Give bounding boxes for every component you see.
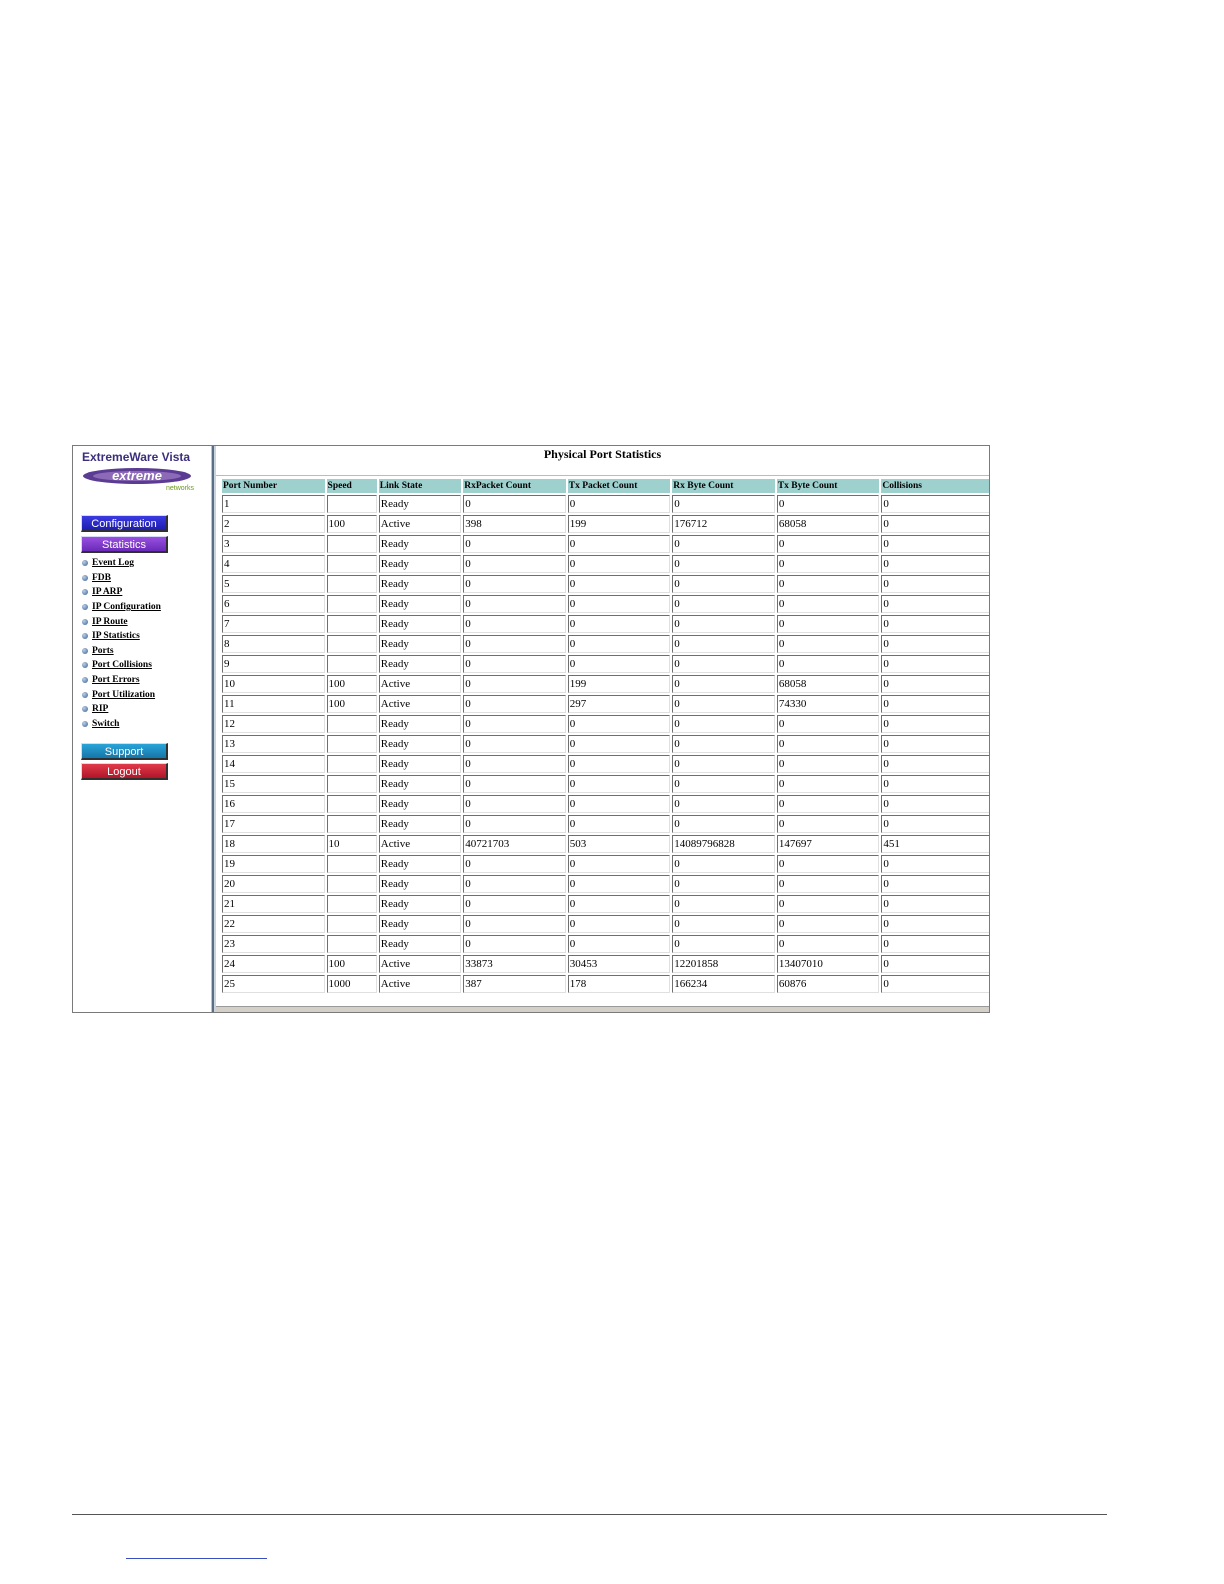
extreme-networks-logo <box>82 466 200 492</box>
table-row <box>222 555 990 573</box>
table-cell: 0 <box>568 775 671 793</box>
table-cell: 0 <box>463 795 566 813</box>
table-cell: 0 <box>672 795 775 813</box>
table-row <box>222 715 990 733</box>
table-cell: 22 <box>222 915 325 933</box>
table-cell <box>327 495 377 513</box>
table-cell: 2 <box>222 515 325 533</box>
nav-link-ip-statistics[interactable]: IP Statistics <box>92 631 140 642</box>
nav-link-item <box>82 658 161 673</box>
nav-link-ip-arp[interactable]: IP ARP <box>92 587 123 598</box>
table-cell: Ready <box>379 795 461 813</box>
table-cell: 199 <box>568 675 671 693</box>
table-cell: 0 <box>568 875 671 893</box>
table-cell: Ready <box>379 755 461 773</box>
horizontal-scrollbar[interactable] <box>216 1006 989 1012</box>
table-cell: 0 <box>463 715 566 733</box>
table-cell: Ready <box>379 915 461 933</box>
table-row <box>222 595 990 613</box>
table-cell: 14089796828 <box>672 835 775 853</box>
nav-link-switch[interactable]: Switch <box>92 718 120 729</box>
table-cell: 33873 <box>463 955 566 973</box>
table-cell <box>327 735 377 753</box>
table-cell: 3 <box>222 535 325 553</box>
table-cell: 0 <box>672 615 775 633</box>
table-row <box>222 955 990 973</box>
table-header-row <box>222 479 990 493</box>
nav-link-item <box>82 644 161 659</box>
table-cell: 199 <box>568 515 671 533</box>
table-cell <box>327 915 377 933</box>
table-cell: 0 <box>672 675 775 693</box>
table-row <box>222 735 990 753</box>
table-cell: 15 <box>222 775 325 793</box>
table-cell: 0 <box>568 815 671 833</box>
table-cell: 30453 <box>568 955 671 973</box>
table-cell: 0 <box>881 915 990 933</box>
table-cell: 0 <box>568 935 671 953</box>
content-frame <box>216 446 989 1012</box>
table-cell: 0 <box>568 895 671 913</box>
nav-link-ports[interactable]: Ports <box>92 645 114 656</box>
table-cell: 0 <box>881 595 990 613</box>
browser-screenshot <box>72 445 990 1013</box>
bullet-icon <box>82 677 88 683</box>
column-header: Speed <box>327 479 377 493</box>
table-cell <box>327 535 377 553</box>
table-cell: 0 <box>672 815 775 833</box>
table-cell: 0 <box>568 755 671 773</box>
table-cell: 0 <box>881 775 990 793</box>
table-cell: Ready <box>379 655 461 673</box>
table-cell: 0 <box>672 775 775 793</box>
table-cell: Active <box>379 675 461 693</box>
table-cell: 0 <box>881 675 990 693</box>
table-cell: Ready <box>379 495 461 513</box>
table-cell: 0 <box>568 655 671 673</box>
table-cell: Ready <box>379 555 461 573</box>
table-row <box>222 855 990 873</box>
table-row <box>222 695 990 713</box>
table-cell: 0 <box>881 715 990 733</box>
nav-link-item <box>82 717 161 732</box>
table-row <box>222 655 990 673</box>
table-cell: 9 <box>222 655 325 673</box>
table-cell: 0 <box>463 595 566 613</box>
nav-link-rip[interactable]: RIP <box>92 704 109 715</box>
table-cell: 0 <box>463 575 566 593</box>
table-cell: Ready <box>379 595 461 613</box>
table-cell: 13 <box>222 735 325 753</box>
table-cell: 0 <box>881 535 990 553</box>
table-cell: Ready <box>379 535 461 553</box>
column-header: Tx Byte Count <box>777 479 880 493</box>
table-row <box>222 975 990 993</box>
table-cell: 0 <box>881 855 990 873</box>
table-cell: 0 <box>672 875 775 893</box>
title-divider <box>216 475 989 476</box>
table-cell: 6 <box>222 595 325 613</box>
table-cell: 0 <box>463 935 566 953</box>
table-cell: 0 <box>881 935 990 953</box>
table-row <box>222 635 990 653</box>
table-cell <box>327 775 377 793</box>
table-cell: 0 <box>672 755 775 773</box>
table-cell <box>327 855 377 873</box>
nav-link-item <box>82 556 161 571</box>
page-title: Physical Port Statistics <box>543 447 662 461</box>
table-cell: 25 <box>222 975 325 993</box>
table-cell: 0 <box>777 935 880 953</box>
bullet-icon <box>82 633 88 639</box>
table-cell: 0 <box>568 495 671 513</box>
table-cell: 0 <box>881 555 990 573</box>
table-cell: 0 <box>881 795 990 813</box>
nav-link-item <box>82 614 161 629</box>
table-cell: 23 <box>222 935 325 953</box>
table-cell: 0 <box>881 615 990 633</box>
table-cell: 0 <box>463 895 566 913</box>
table-cell: 503 <box>568 835 671 853</box>
table-cell: 14 <box>222 755 325 773</box>
table-cell: 0 <box>568 855 671 873</box>
port-statistics-table <box>220 477 990 995</box>
configuration-button[interactable]: Configuration <box>81 515 168 532</box>
table-cell <box>327 895 377 913</box>
nav-link-item <box>82 629 161 644</box>
nav-link-item <box>82 687 161 702</box>
nav-link-port-errors[interactable]: Port Errors <box>92 675 140 686</box>
statistics-button[interactable]: Statistics <box>81 536 168 553</box>
table-cell <box>327 615 377 633</box>
table-cell: 40721703 <box>463 835 566 853</box>
column-header: Tx Packet Count <box>568 479 671 493</box>
statistics-links-list <box>82 556 161 731</box>
table-cell: 178 <box>568 975 671 993</box>
table-cell <box>327 655 377 673</box>
table-cell: Ready <box>379 815 461 833</box>
table-cell: 0 <box>881 975 990 993</box>
table-cell: 0 <box>777 875 880 893</box>
table-cell: 0 <box>463 495 566 513</box>
logo-text: extreme <box>112 468 162 483</box>
table-cell: 297 <box>568 695 671 713</box>
table-cell: 451 <box>881 835 990 853</box>
table-cell: 398 <box>463 515 566 533</box>
footer-divider <box>72 1514 1107 1515</box>
nav-link-item <box>82 585 161 600</box>
nav-link-event-log[interactable]: Event Log <box>92 558 134 569</box>
table-cell: 12 <box>222 715 325 733</box>
table-row <box>222 515 990 533</box>
table-cell: 24 <box>222 955 325 973</box>
table-cell: 7 <box>222 615 325 633</box>
table-cell: 19 <box>222 855 325 873</box>
table-row <box>222 815 990 833</box>
table-row <box>222 795 990 813</box>
table-cell: 176712 <box>672 515 775 533</box>
table-cell: 0 <box>777 595 880 613</box>
table-cell: 0 <box>463 775 566 793</box>
table-cell: Active <box>379 975 461 993</box>
table-cell: 0 <box>777 555 880 573</box>
table-cell <box>327 595 377 613</box>
table-cell: 0 <box>568 595 671 613</box>
table-row <box>222 775 990 793</box>
table-row <box>222 495 990 513</box>
table-cell: 21 <box>222 895 325 913</box>
table-cell: 0 <box>463 555 566 573</box>
table-cell: 0 <box>568 555 671 573</box>
logo-subtext: networks <box>165 485 194 492</box>
table-cell: 0 <box>777 795 880 813</box>
table-cell: 16 <box>222 795 325 813</box>
table-cell: 0 <box>881 875 990 893</box>
table-cell: 0 <box>672 715 775 733</box>
table-cell: 0 <box>463 855 566 873</box>
table-cell: 0 <box>463 875 566 893</box>
table-cell: 5 <box>222 575 325 593</box>
table-cell: 0 <box>881 575 990 593</box>
table-row <box>222 895 990 913</box>
table-cell: 100 <box>327 955 377 973</box>
nav-link-item <box>82 600 161 615</box>
table-cell: 68058 <box>777 515 880 533</box>
table-cell <box>327 575 377 593</box>
table-cell: 0 <box>777 575 880 593</box>
table-cell: 0 <box>881 635 990 653</box>
table-cell: 0 <box>568 535 671 553</box>
table-row <box>222 875 990 893</box>
table-cell: 0 <box>881 815 990 833</box>
nav-link-ip-configuration[interactable]: IP Configuration <box>92 602 161 613</box>
table-cell: Ready <box>379 635 461 653</box>
table-cell <box>327 555 377 573</box>
nav-link-item <box>82 673 161 688</box>
table-cell: 0 <box>777 815 880 833</box>
table-cell: 0 <box>672 495 775 513</box>
table-cell: 0 <box>463 815 566 833</box>
table-cell: 0 <box>463 915 566 933</box>
table-cell: Active <box>379 835 461 853</box>
table-cell: 13407010 <box>777 955 880 973</box>
nav-link-ip-route[interactable]: IP Route <box>92 616 128 627</box>
table-cell: 387 <box>463 975 566 993</box>
table-cell: 0 <box>672 575 775 593</box>
table-cell <box>327 795 377 813</box>
table-cell: 74330 <box>777 695 880 713</box>
table-cell: 0 <box>777 535 880 553</box>
table-cell: 0 <box>568 715 671 733</box>
table-cell <box>327 755 377 773</box>
bullet-icon <box>82 692 88 698</box>
table-cell: 0 <box>672 855 775 873</box>
table-cell: 0 <box>463 755 566 773</box>
table-cell: 0 <box>568 615 671 633</box>
table-cell: 0 <box>672 895 775 913</box>
table-cell: 0 <box>777 655 880 673</box>
bullet-icon <box>82 589 88 595</box>
table-cell: 0 <box>672 935 775 953</box>
table-cell: 0 <box>672 595 775 613</box>
table-cell: 0 <box>777 635 880 653</box>
nav-link-port-collisions[interactable]: Port Collisions <box>92 660 152 671</box>
table-cell: 20 <box>222 875 325 893</box>
table-cell: 18 <box>222 835 325 853</box>
table-row <box>222 535 990 553</box>
table-cell: 4 <box>222 555 325 573</box>
table-cell: 147697 <box>777 835 880 853</box>
table-cell: 0 <box>568 575 671 593</box>
table-cell: 0 <box>777 775 880 793</box>
app-title: ExtremeWare Vista <box>82 450 191 464</box>
table-cell: 12201858 <box>672 955 775 973</box>
table-cell: 0 <box>881 735 990 753</box>
table-cell: 0 <box>881 495 990 513</box>
table-cell: 0 <box>672 535 775 553</box>
table-cell: 0 <box>777 615 880 633</box>
table-cell: Ready <box>379 875 461 893</box>
table-cell: 0 <box>568 735 671 753</box>
table-cell: 0 <box>777 715 880 733</box>
table-cell: 0 <box>463 535 566 553</box>
table-cell: 0 <box>881 755 990 773</box>
table-row <box>222 575 990 593</box>
table-cell: 0 <box>881 515 990 533</box>
bullet-icon <box>82 560 88 566</box>
nav-link-item <box>82 702 161 717</box>
nav-link-item <box>82 571 161 586</box>
column-header: Port Number <box>222 479 325 493</box>
table-cell: 0 <box>463 635 566 653</box>
table-cell: 17 <box>222 815 325 833</box>
bullet-icon <box>82 619 88 625</box>
bullet-icon <box>82 706 88 712</box>
table-cell: 0 <box>881 955 990 973</box>
table-cell: 0 <box>463 615 566 633</box>
table-cell: 0 <box>777 895 880 913</box>
table-cell: Ready <box>379 735 461 753</box>
table-cell: Ready <box>379 615 461 633</box>
table-cell: 0 <box>881 695 990 713</box>
table-cell: 0 <box>568 635 671 653</box>
table-cell <box>327 715 377 733</box>
table-cell: 8 <box>222 635 325 653</box>
table-row <box>222 835 990 853</box>
bullet-icon <box>82 575 88 581</box>
table-cell: Active <box>379 515 461 533</box>
table-cell: 0 <box>568 915 671 933</box>
table-cell: 1000 <box>327 975 377 993</box>
table-cell: 0 <box>881 655 990 673</box>
table-cell: 0 <box>777 855 880 873</box>
table-cell: 0 <box>672 735 775 753</box>
table-cell: 0 <box>777 735 880 753</box>
bullet-icon <box>82 662 88 668</box>
table-cell <box>327 635 377 653</box>
table-cell <box>327 815 377 833</box>
table-cell: Ready <box>379 775 461 793</box>
navigation-frame <box>73 446 211 1012</box>
table-cell: 68058 <box>777 675 880 693</box>
table-row <box>222 755 990 773</box>
logout-button[interactable]: Logout <box>81 763 168 780</box>
table-cell: 60876 <box>777 975 880 993</box>
table-cell: 1 <box>222 495 325 513</box>
table-cell: 10 <box>327 835 377 853</box>
table-cell: Ready <box>379 895 461 913</box>
table-cell <box>327 875 377 893</box>
table-cell: 0 <box>672 655 775 673</box>
table-cell: 0 <box>777 495 880 513</box>
table-cell: 0 <box>463 675 566 693</box>
table-body <box>222 495 990 993</box>
table-cell: Ready <box>379 575 461 593</box>
table-cell: Ready <box>379 935 461 953</box>
column-header: Rx Byte Count <box>672 479 775 493</box>
table-cell: 0 <box>672 555 775 573</box>
table-cell: 100 <box>327 515 377 533</box>
table-row <box>222 615 990 633</box>
table-cell: 0 <box>568 795 671 813</box>
table-cell: Active <box>379 695 461 713</box>
column-header: RxPacket Count <box>463 479 566 493</box>
table-cell: 100 <box>327 675 377 693</box>
table-cell: 0 <box>463 735 566 753</box>
table-cell: 0 <box>672 695 775 713</box>
table-cell: Ready <box>379 855 461 873</box>
table-cell: 0 <box>672 915 775 933</box>
table-cell: 0 <box>777 755 880 773</box>
table-cell: 0 <box>463 695 566 713</box>
table-row <box>222 675 990 693</box>
table-cell: 166234 <box>672 975 775 993</box>
table-cell: Active <box>379 955 461 973</box>
table-cell: 0 <box>881 895 990 913</box>
table-cell <box>327 935 377 953</box>
bullet-icon <box>82 721 88 727</box>
table-row <box>222 935 990 953</box>
footer-link-underline <box>126 1558 267 1559</box>
table-cell: 0 <box>463 655 566 673</box>
column-header: Collisions <box>881 479 990 493</box>
table-cell: 0 <box>777 915 880 933</box>
table-cell: 10 <box>222 675 325 693</box>
nav-link-fdb[interactable]: FDB <box>92 572 111 583</box>
table-cell: 0 <box>672 635 775 653</box>
nav-link-port-utilization[interactable]: Port Utilization <box>92 689 156 700</box>
table-row <box>222 915 990 933</box>
bullet-icon <box>82 648 88 654</box>
support-button[interactable]: Support <box>81 743 168 760</box>
table-cell: 11 <box>222 695 325 713</box>
table-cell: 100 <box>327 695 377 713</box>
table-cell: Ready <box>379 715 461 733</box>
bullet-icon <box>82 604 88 610</box>
column-header: Link State <box>379 479 461 493</box>
